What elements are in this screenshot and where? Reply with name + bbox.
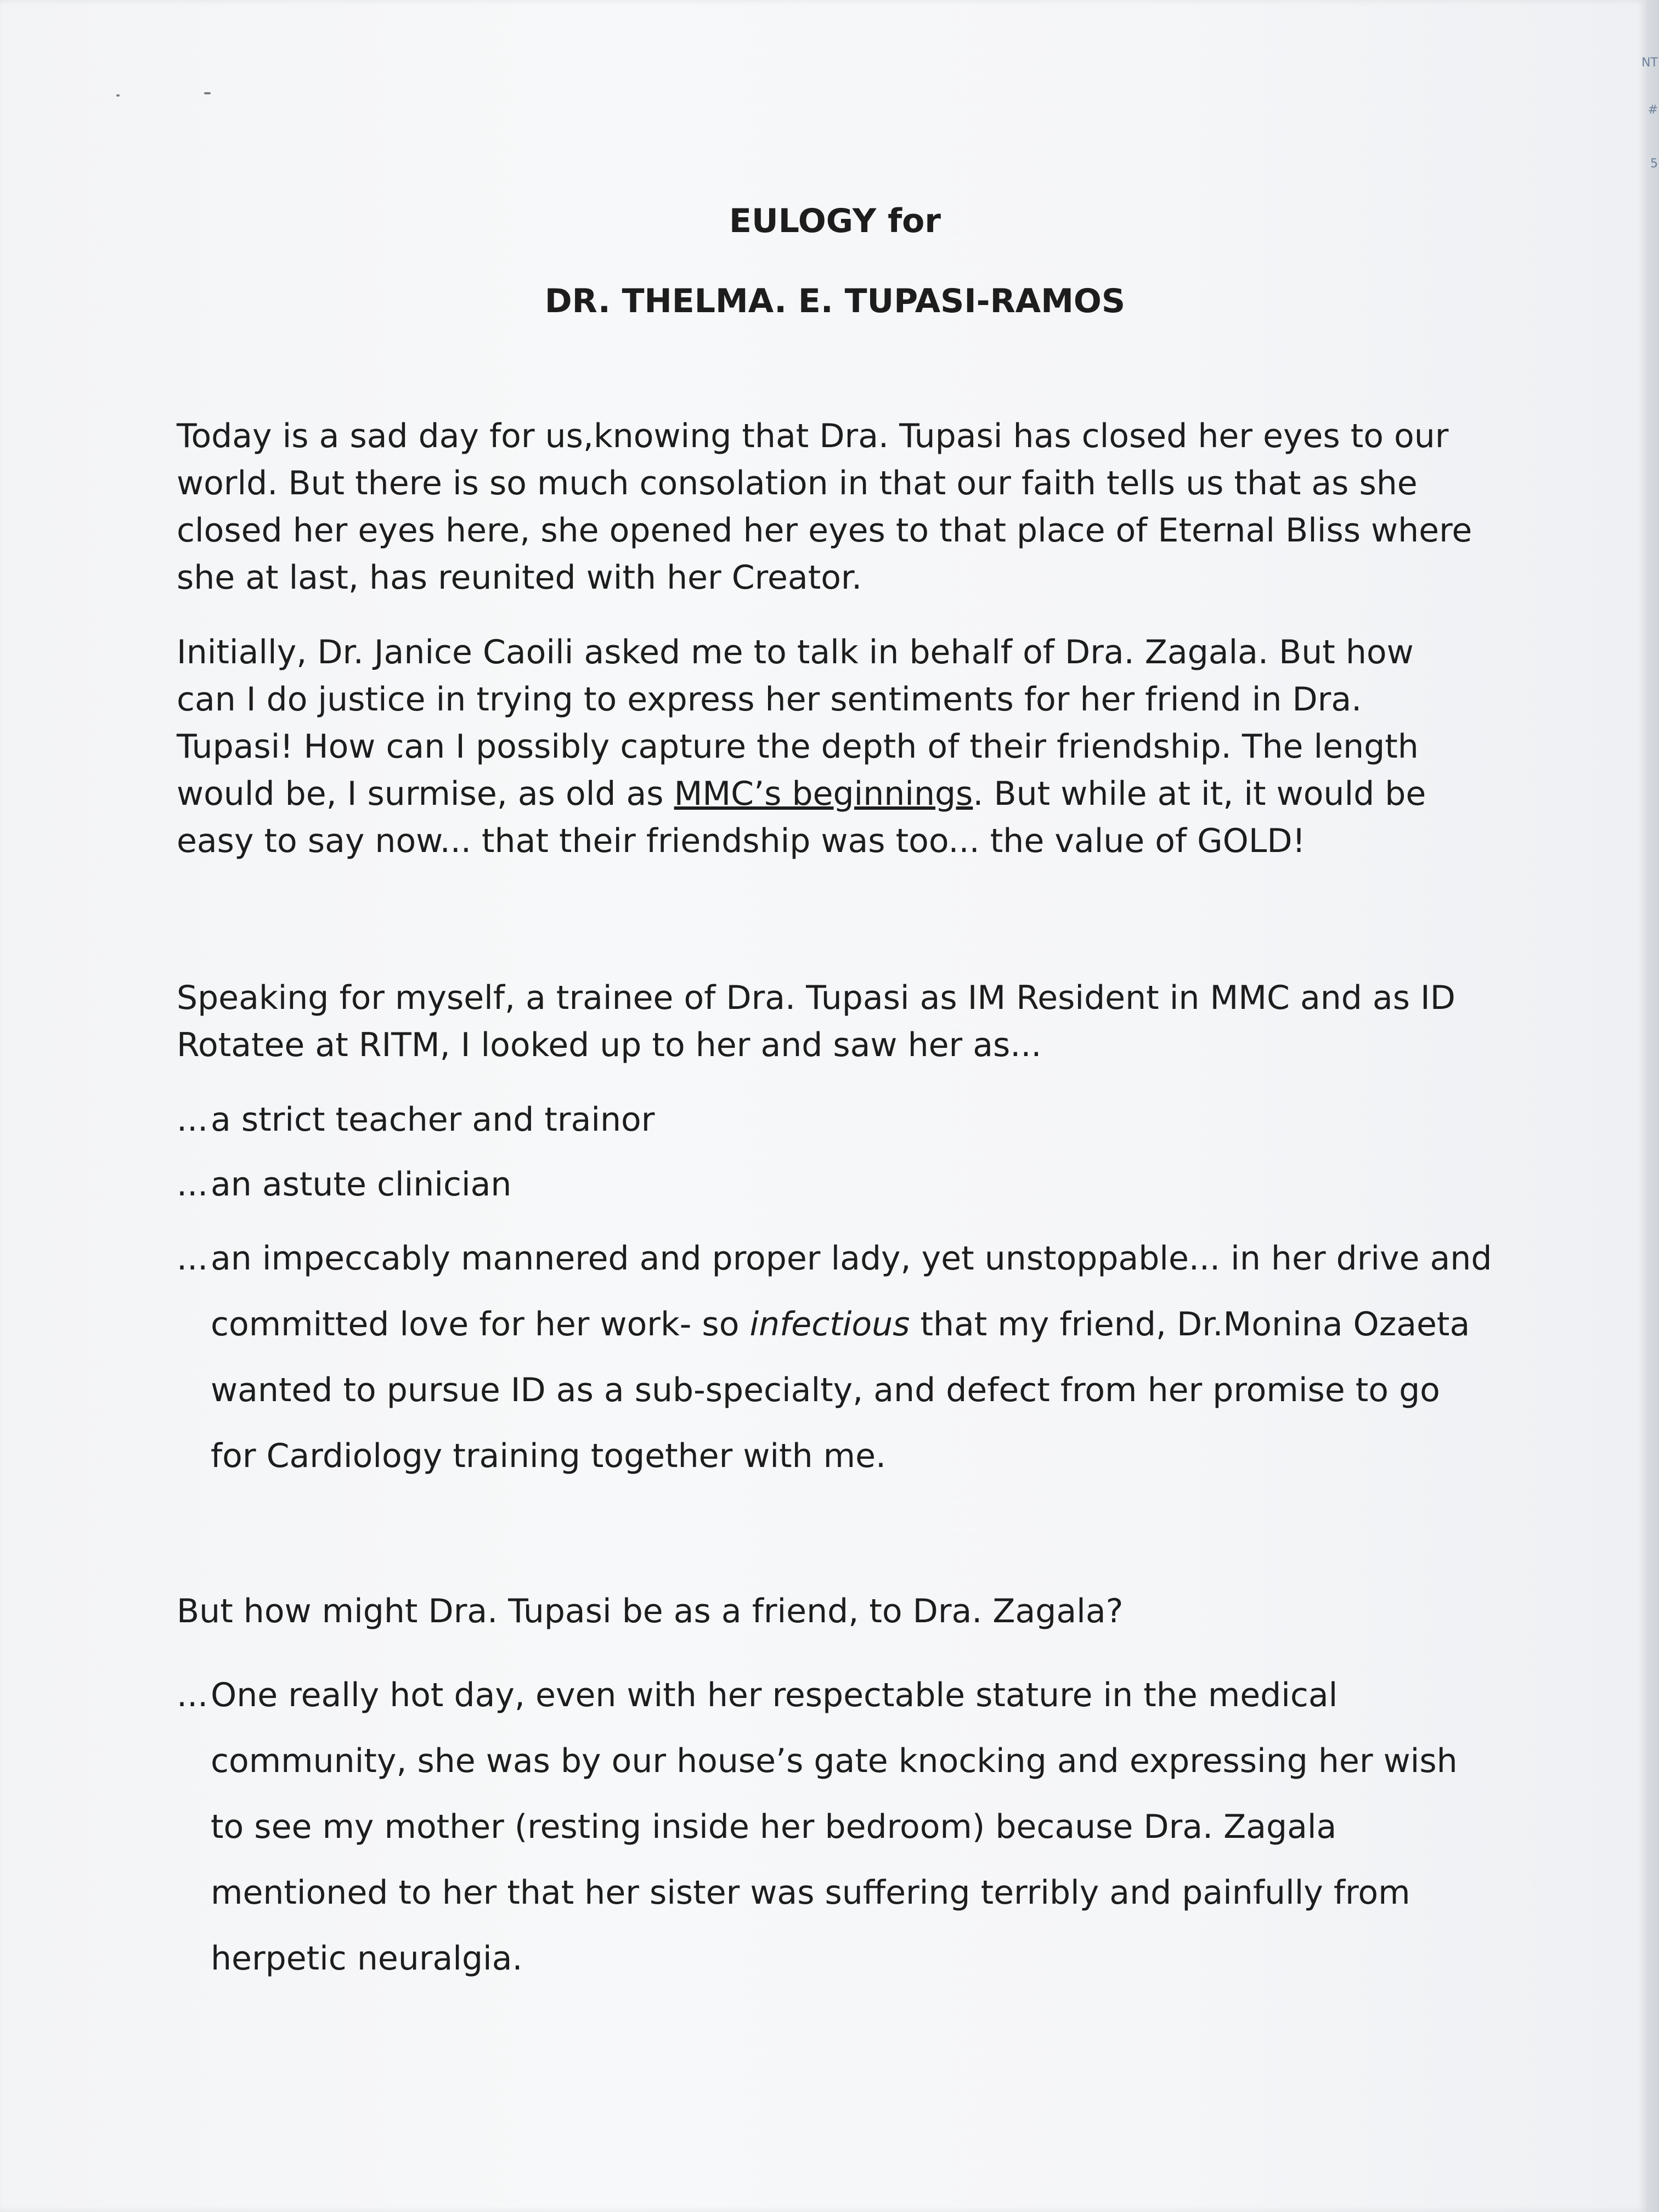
list-prefix: ... — [177, 1165, 208, 1204]
edge-mark-1: NT — [1641, 56, 1658, 70]
paragraph-2-text-a: Initially, Dr. Janice Caoili asked me to talk in behalf of Dra. Zagala. But how can I do justice in trying to express her sentiments for her friend in Dra. Tupasi! How can I possibly capture the depth of their friendship. The length would be, I surmise, as old as — [177, 633, 1419, 813]
ink-speck — [116, 94, 120, 97]
spacer — [177, 892, 1493, 974]
list-item-4-text: One really hot day, even with her respectable stature in the medical community, she was by our house’s gate knocking and expressing her wish to see my mother (resting inside her bedroom) because Dra. Zagala mentioned to her that her sister was suffering terribly and painfully from herpetic neuralgia. — [211, 1676, 1458, 1978]
list-item-1 — [177, 1096, 1493, 1143]
paragraph-2 — [177, 629, 1482, 865]
list-item-3-text-a: an impeccably mannered and proper lady, yet unstoppable... in her drive and committed love for her work- so — [211, 1239, 1492, 1344]
list-item-3 — [177, 1226, 1493, 1489]
list-prefix: ... — [177, 1239, 208, 1278]
paragraph-3: Speaking for myself, a trainee of Dra. Tupasi as IM Resident in MMC and as ID Rotatee at RITM, I looked up to her and saw her as... — [177, 979, 1455, 1064]
ink-speck — [204, 92, 211, 94]
list-prefix: ... — [177, 1676, 208, 1714]
adjacent-page-edge — [1641, 0, 1659, 2212]
edge-mark-3: 5 — [1650, 157, 1658, 171]
italic-word: infectious — [749, 1305, 910, 1344]
title-line-1: EULOGY for — [729, 202, 941, 240]
paragraph-1: Today is a sad day for us,knowing that Dra. Tupasi has closed her eyes to our world. But there is so much consolation in that our faith tells us that as she closed her eyes here, she opened her eyes to that place of Eternal Bliss where she at last, has reunited with her Creator. — [177, 417, 1472, 597]
list-item-1-text: a strict teacher and trainor — [211, 1101, 655, 1139]
paragraph-4: But how might Dra. Tupasi be as a friend, to Dra. Zagala? — [177, 1592, 1124, 1630]
list-item-3-text-b: that my friend, Dr.Monina Ozaeta wanted to pursue ID as a sub-specialty, and defect from her promise to go for Cardiology training together with me. — [211, 1305, 1470, 1475]
title-line-2: DR. THELMA. E. TUPASI-RAMOS — [544, 282, 1126, 320]
list-item-4 — [177, 1662, 1493, 1991]
list-item-2-text: an astute clinician — [211, 1165, 512, 1204]
paragraph-2-text-b: . But while at it, it would be easy to say now... that their friendship was too... the value of GOLD! — [177, 775, 1426, 860]
list-prefix: ... — [177, 1101, 208, 1139]
spacer — [177, 1505, 1493, 1588]
underlined-phrase: MMC’s beginnings — [674, 775, 973, 813]
edge-mark-2: # — [1647, 103, 1658, 117]
document-body — [177, 198, 1493, 2008]
list-item-2 — [177, 1161, 1493, 1208]
